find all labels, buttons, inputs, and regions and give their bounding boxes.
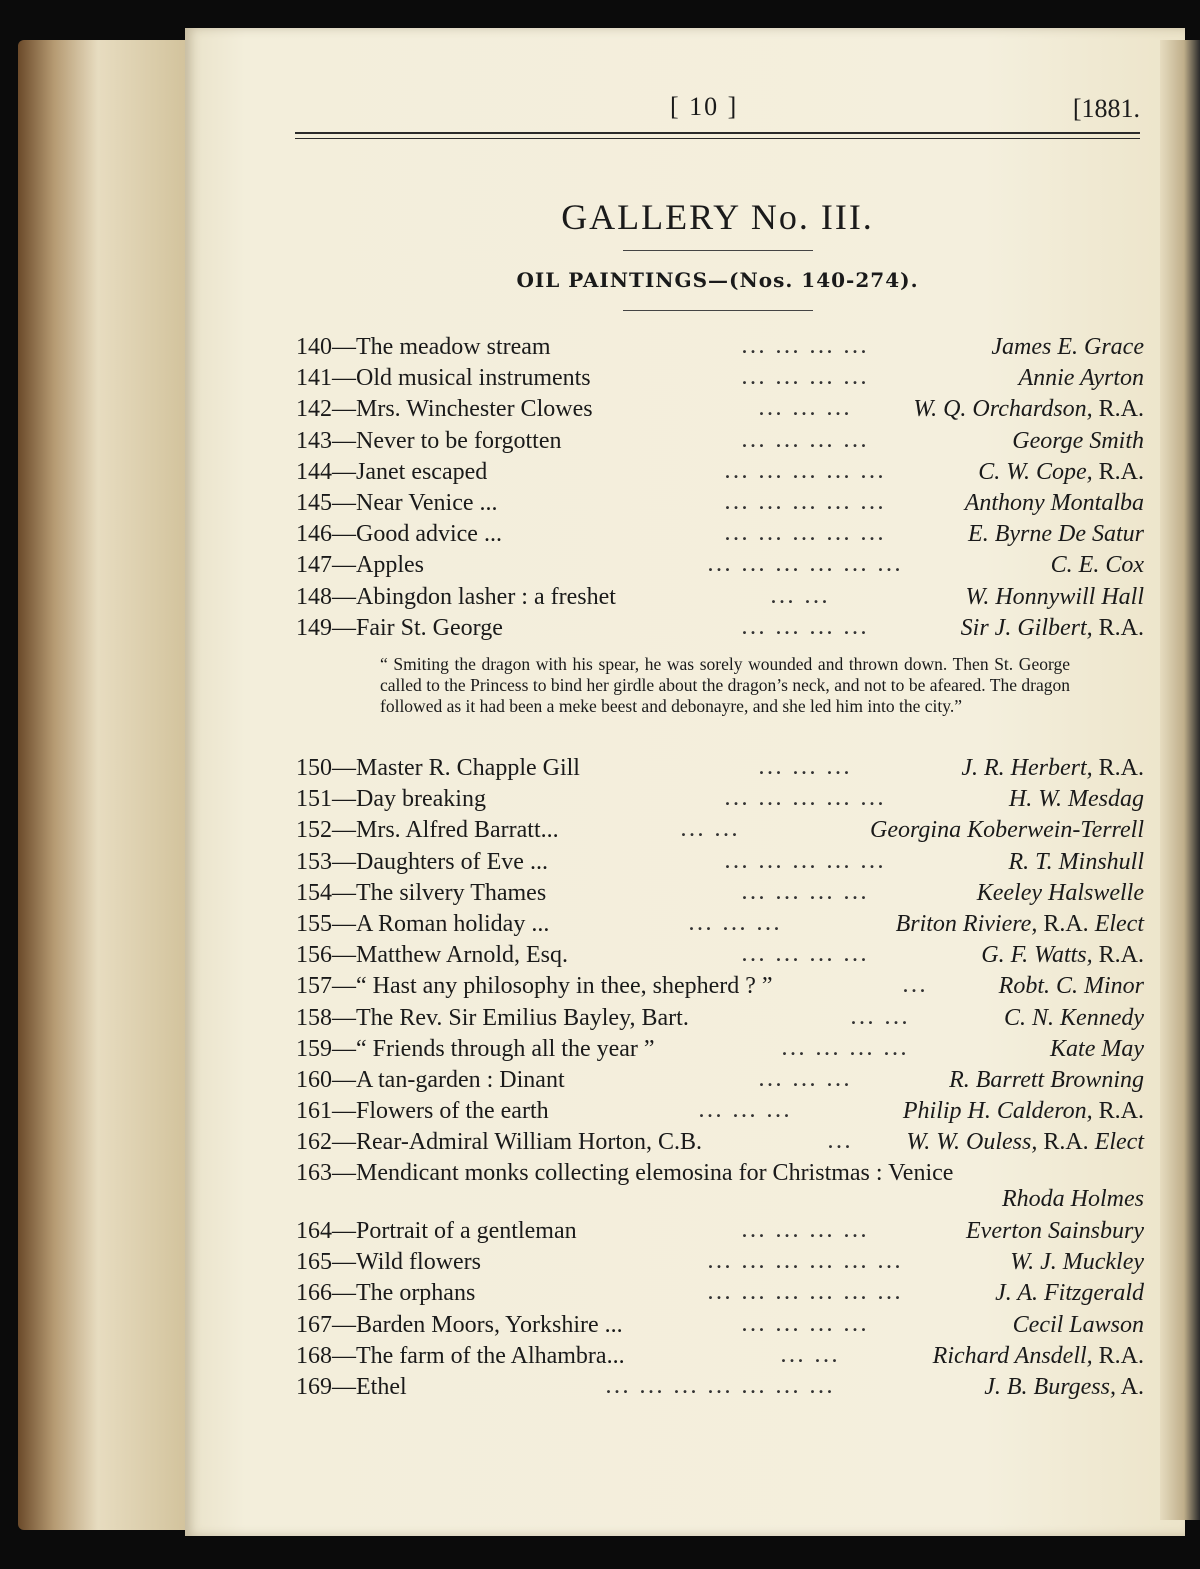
entry-title: 146—Good advice ... <box>296 521 502 548</box>
entry-row <box>296 909 1144 940</box>
leader-dots: ... ... ... ... ... ... <box>708 555 904 576</box>
entry-row <box>296 1065 1144 1096</box>
artist-suffix: R.A. <box>1092 1098 1144 1125</box>
artist-name: Richard Ansdell, <box>932 1342 1093 1369</box>
entry-artist <box>1050 1034 1144 1065</box>
artist-name: W. J. Muckley <box>1010 1249 1144 1276</box>
artist-name: J. A. Fitzgerald <box>995 1280 1144 1307</box>
leader-dots: ... ... ... <box>759 758 853 778</box>
entry-title: 148—Abingdon lasher : a freshet <box>296 583 616 610</box>
leader-dots: ... ... ... <box>689 913 783 934</box>
entry-title: 159—“ Friends through all the year ” <box>296 1035 655 1062</box>
entry-row <box>296 1278 1144 1309</box>
artist-elect: Elect <box>1088 910 1144 937</box>
artist-name: Keeley Halswelle <box>976 879 1144 906</box>
header-rule <box>295 132 1140 134</box>
artist-name: George Smith <box>1012 427 1144 454</box>
entry-row <box>296 784 1144 815</box>
leader-dots: ... ... ... ... <box>742 945 870 966</box>
entry-row <box>296 815 1144 846</box>
entry-row <box>296 1034 1144 1065</box>
artist-suffix: R.A. <box>1092 614 1144 641</box>
entry-artist <box>984 1372 1144 1403</box>
entry-title: 149—Fair St. George <box>296 614 503 641</box>
entry-artist <box>977 878 1144 909</box>
leader-dots: ... ... ... <box>759 1069 853 1090</box>
page-number: [ 10 ] <box>670 92 739 121</box>
page-header <box>295 92 1140 132</box>
entry-row <box>296 847 1144 878</box>
subtitle-divider <box>623 310 813 311</box>
entry-artist <box>966 1216 1144 1247</box>
artist-name: Philip H. Calderon, <box>902 1098 1093 1125</box>
entry-artist <box>965 488 1144 519</box>
entry-title: 140—The meadow stream <box>296 334 551 360</box>
entry-title: 157—“ Hast any philosophy in thee, shepherd ? ” <box>296 973 773 1000</box>
entry-title: 150—Master R. Chapple Gill <box>296 755 580 781</box>
artist-name: Rhoda Holmes <box>1002 1186 1144 1213</box>
entry-artist <box>991 332 1144 363</box>
entry-row <box>296 971 1144 1002</box>
entry-title: 161—Flowers of the earth <box>296 1098 549 1125</box>
artist-name: Robt. C. Minor <box>998 973 1144 1000</box>
entry-artist <box>949 1065 1144 1096</box>
leader-dots: ... ... ... ... ... <box>725 461 887 482</box>
entry-title: 167—Barden Moors, Yorkshire ... <box>296 1311 623 1338</box>
entry-row <box>296 1003 1144 1034</box>
entry-artist <box>981 940 1144 971</box>
artist-name: Sir J. Gilbert, <box>960 614 1093 641</box>
entry-artist <box>913 394 1144 425</box>
entry-row <box>296 1372 1144 1403</box>
entry-artist <box>1004 1003 1144 1034</box>
entry-title: 160—A tan-garden : Dinant <box>296 1066 565 1093</box>
header-rule-thin <box>295 138 1140 139</box>
leader-dots: ... ... ... ... ... <box>725 492 887 513</box>
leader-dots: ... ... ... <box>699 1101 793 1122</box>
entry-title: 142—Mrs. Winchester Clowes <box>296 396 593 423</box>
entry-artist <box>999 971 1144 1002</box>
entry-row <box>296 1158 1144 1214</box>
entry-list-c <box>296 1216 1144 1403</box>
entry-artist <box>903 1096 1144 1127</box>
entry-row <box>296 878 1144 909</box>
leader-dots: ... ... ... ... ... <box>725 524 887 545</box>
leader-dots: ... <box>828 1132 854 1153</box>
gallery-title: GALLERY No. III. <box>561 197 874 237</box>
artist-suffix: R.A. <box>1037 1129 1089 1156</box>
entry-row <box>296 332 1144 363</box>
entry-artist <box>870 815 1144 846</box>
entry-artist <box>933 1341 1144 1372</box>
entry-title: 156—Matthew Arnold, Esq. <box>296 942 568 969</box>
leader-dots: ... ... ... ... <box>742 430 870 451</box>
artist-name: Briton Riviere, <box>895 910 1038 937</box>
entry-artist <box>968 519 1144 550</box>
entry-title: 169—Ethel <box>296 1373 407 1400</box>
leader-dots: ... ... <box>851 1007 911 1028</box>
leader-dots: ... ... ... ... ... ... <box>708 1283 904 1304</box>
leader-dots: ... ... ... ... <box>742 882 870 903</box>
entry-artist <box>1018 363 1144 394</box>
artist-suffix: A. <box>1115 1373 1144 1400</box>
entry-artist <box>896 909 1144 940</box>
artist-name: C. E. Cox <box>1050 552 1144 579</box>
entry-row <box>296 519 1144 550</box>
entry-row <box>296 394 1144 425</box>
leader-dots: ... ... ... ... <box>742 368 870 389</box>
leader-dots: ... ... <box>781 1345 841 1366</box>
artist-name: E. Byrne De Satur <box>968 521 1144 548</box>
entry-title: 141—Old musical instruments <box>296 365 591 392</box>
entry-row <box>296 1096 1144 1127</box>
entry-title: 143—Never to be forgotten <box>296 427 562 454</box>
entry-row <box>296 1247 1144 1278</box>
entry-artist <box>1009 784 1144 815</box>
artist-name: J. R. Herbert, <box>961 755 1093 781</box>
artist-name: Kate May <box>1050 1035 1144 1062</box>
entry-title: 158—The Rev. Sir Emilius Bayley, Bart. <box>296 1004 689 1031</box>
entry-title: 163—Mendicant monks collecting elemosina for Christmas : Venice <box>296 1160 954 1187</box>
artist-name: Anthony Montalba <box>964 489 1144 516</box>
artist-suffix: R.A. <box>1092 942 1144 969</box>
entry-title: 154—The silvery Thames <box>296 879 547 906</box>
entry-title: 168—The farm of the Alhambra... <box>296 1342 625 1369</box>
year-label: [1881. <box>1072 94 1140 123</box>
entry-artist <box>978 457 1144 488</box>
leader-dots: ... ... ... ... ... ... <box>708 1252 904 1273</box>
artist-name: R. T. Minshull <box>1008 848 1144 875</box>
leader-dots: ... ... <box>771 586 831 607</box>
entry-artist <box>1008 847 1144 878</box>
leader-dots: ... <box>903 976 929 997</box>
artist-suffix: R.A. <box>1092 1342 1144 1369</box>
entry-list-b <box>296 753 1144 1214</box>
leader-dots: ... ... ... ... <box>742 1314 870 1335</box>
entry-row <box>296 488 1144 519</box>
artist-name: C. W. Cope, <box>978 458 1093 485</box>
leader-dots: ... ... ... ... ... ... ... <box>606 1376 836 1397</box>
entry-title: 164—Portrait of a gentleman <box>296 1218 577 1244</box>
entry-artist <box>1013 1310 1144 1341</box>
entry-row <box>296 1310 1144 1341</box>
leader-dots: ... ... <box>681 820 741 841</box>
entry-title: 162—Rear-Admiral William Horton, C.B. <box>296 1129 703 1156</box>
leader-dots: ... ... ... ... <box>742 1221 870 1241</box>
entry-row <box>296 426 1144 457</box>
artist-suffix: R.A. <box>1092 458 1144 485</box>
entry-row <box>296 753 1144 784</box>
entry-row <box>296 1127 1144 1158</box>
entry-row <box>296 457 1144 488</box>
book-right-edge <box>1160 40 1200 1520</box>
st-george-quote: “ Smiting the dragon with his spear, he was sorely wounded and thrown down. Then St. George called to the Princess to bind her girdle about the dragon’s neck, and not to be afeared. The dragon followed as it had been a meke beest and debonayre, and she led him into the city.” <box>380 654 1070 716</box>
artist-name: Everton Sainsbury <box>966 1218 1144 1244</box>
artist-name: H. W. Mesdag <box>1008 786 1144 813</box>
leader-dots: ... ... ... ... <box>782 1038 910 1059</box>
entry-row <box>296 613 1144 644</box>
entry-row <box>296 582 1144 613</box>
entry-row <box>296 363 1144 394</box>
artist-name: G. F. Watts, <box>981 942 1093 969</box>
artist-name: Annie Ayrton <box>1018 365 1144 392</box>
entry-title: 155—A Roman holiday ... <box>296 910 550 937</box>
entry-row <box>296 1216 1144 1247</box>
entry-artist <box>1051 550 1144 581</box>
entry-list-a <box>296 332 1144 644</box>
title-divider <box>623 250 813 251</box>
artist-suffix: R.A. <box>1037 910 1089 937</box>
artist-name: W. Honnywill Hall <box>965 583 1144 610</box>
artist-elect: Elect <box>1088 1129 1144 1156</box>
entry-row <box>296 550 1144 581</box>
entry-title: 151—Day breaking <box>296 786 486 813</box>
leader-dots: ... ... ... <box>759 399 853 420</box>
entry-artist <box>906 1127 1144 1158</box>
artist-name: W. W. Ouless, <box>906 1129 1038 1156</box>
entry-row <box>296 940 1144 971</box>
leader-dots: ... ... ... ... ... <box>725 789 887 810</box>
entry-artist <box>1012 426 1144 457</box>
entry-artist <box>1010 1247 1144 1278</box>
artist-name: R. Barrett Browning <box>949 1066 1144 1093</box>
entry-title: 165—Wild flowers <box>296 1249 482 1276</box>
entry-artist <box>961 753 1144 784</box>
entry-row <box>296 1341 1144 1372</box>
artist-suffix: R.A. <box>1092 755 1144 781</box>
artist-name: C. N. Kennedy <box>1004 1004 1144 1031</box>
artist-suffix: R.A. <box>1092 396 1144 423</box>
artist-name: Georgina Koberwein-Terrell <box>870 817 1144 844</box>
entry-title: 166—The orphans <box>296 1280 476 1307</box>
leader-dots: ... ... ... ... <box>742 337 870 357</box>
leader-dots: ... ... ... ... ... <box>725 851 887 872</box>
leader-dots: ... ... ... ... <box>742 617 870 638</box>
entry-title: 145—Near Venice ... <box>296 489 498 516</box>
entry-title: 147—Apples <box>296 552 424 579</box>
artist-name: James E. Grace <box>991 334 1144 360</box>
entry-title: 152—Mrs. Alfred Barratt... <box>296 817 559 844</box>
entry-artist <box>961 613 1144 644</box>
entry-artist <box>966 582 1144 613</box>
entry-title: 144—Janet escaped <box>296 458 488 485</box>
artist-name: W. Q. Orchardson, <box>913 396 1093 423</box>
artist-name: Cecil Lawson <box>1012 1311 1144 1338</box>
entry-title: 153—Daughters of Eve ... <box>296 848 548 875</box>
gallery-subtitle: OIL PAINTINGS—(Nos. 140-274). <box>516 268 919 292</box>
artist-name: J. B. Burgess, <box>984 1373 1116 1400</box>
entry-artist <box>995 1278 1144 1309</box>
